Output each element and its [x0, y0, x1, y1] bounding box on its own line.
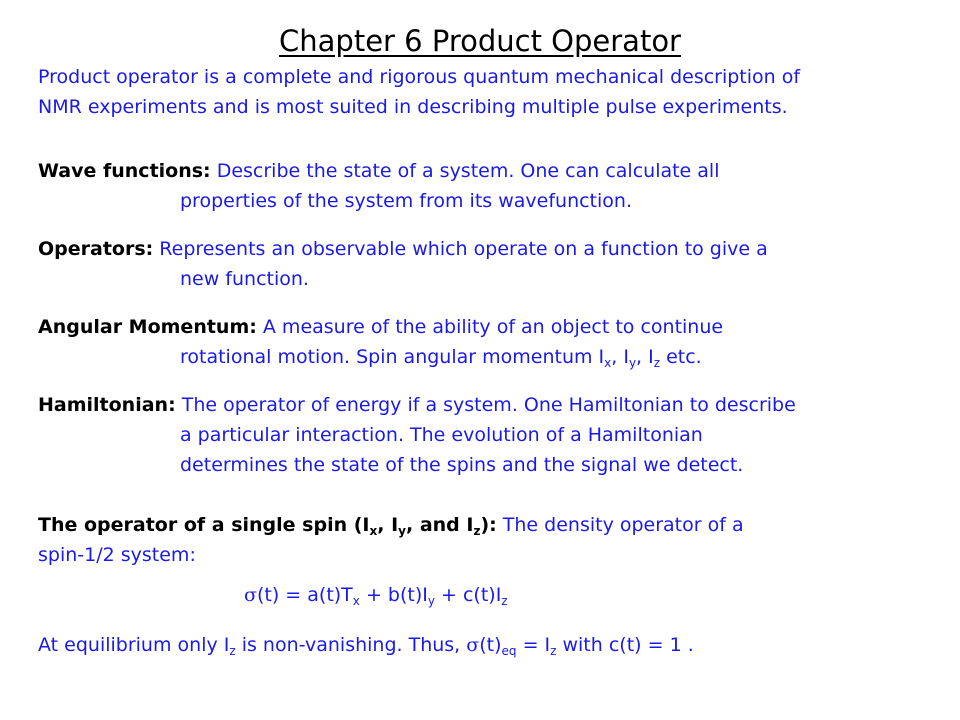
subscript-x: x [369, 524, 378, 538]
single-spin-term-text: ): [480, 514, 497, 536]
equilibrium-text: = I [516, 634, 551, 656]
single-spin-paragraph [38, 510, 744, 570]
operators-line-2: new function. [180, 268, 309, 290]
equation-part: + c(t)I [434, 584, 502, 606]
title-text: Chapter 6 Product Operator [279, 24, 681, 58]
operators-term: Operators: [38, 238, 154, 260]
hamiltonian-term: Hamiltonian: [38, 394, 176, 416]
intro-line-2: NMR experiments and is most suited in describing multiple pulse experiments. [38, 96, 788, 118]
single-spin-term-text: , and I [405, 514, 474, 536]
single-spin-term [38, 514, 497, 536]
subscript-x: x [352, 594, 360, 608]
angular-sep: , I [611, 346, 629, 368]
equation-part: (t) = a(t)T [256, 584, 353, 606]
operators-line-1: Represents an observable which operate on a function to give a [153, 238, 768, 260]
angular-momentum-line-2 [38, 342, 723, 372]
operators-paragraph [38, 234, 768, 294]
subscript-y: y [628, 356, 637, 370]
wave-functions-term: Wave functions: [38, 160, 211, 182]
subscript-eq: eq [501, 644, 517, 658]
equilibrium-text: is non-vanishing. Thus, [235, 634, 467, 656]
slide-title [0, 24, 960, 58]
subscript-z: z [550, 644, 557, 658]
equation-part: + b(t)I [359, 584, 428, 606]
hamiltonian-line-3: determines the state of the spins and the signal we detect. [180, 454, 744, 476]
subscript-x: x [604, 356, 612, 370]
angular-sep: , I [636, 346, 654, 368]
equilibrium-line [38, 630, 694, 660]
angular-suffix: etc. [660, 346, 702, 368]
intro-line-1: Product operator is a complete and rigorous quantum mechanical description of [38, 66, 801, 88]
equilibrium-text: with c(t) = 1 . [556, 634, 694, 656]
subscript-z: z [501, 594, 508, 608]
equilibrium-text: At equilibrium only I [38, 634, 230, 656]
subscript-z: z [229, 644, 236, 658]
equilibrium-text: (t) [479, 634, 502, 656]
hamiltonian-paragraph [38, 390, 796, 480]
single-spin-term-text: , I [377, 514, 399, 536]
hamiltonian-line-2: a particular interaction. The evolution of a Hamiltonian [180, 424, 703, 446]
subscript-z: z [473, 524, 481, 538]
sigma-symbol: σ [466, 634, 480, 656]
angular-momentum-line-1: A measure of the ability of an object to continue [256, 316, 724, 338]
wave-functions-paragraph [38, 156, 720, 216]
wave-functions-line-2: properties of the system from its wavefunction. [180, 190, 632, 212]
sigma-symbol: σ [244, 584, 257, 606]
hamiltonian-line-1: The operator of energy if a system. One Hamiltonian to describe [175, 394, 796, 416]
density-operator-equation [244, 580, 508, 610]
angular-momentum-paragraph [38, 312, 723, 372]
subscript-z: z [653, 356, 661, 370]
subscript-y: y [398, 524, 406, 538]
subscript-y: y [427, 594, 435, 608]
intro-paragraph [38, 62, 800, 122]
wave-functions-line-1: Describe the state of a system. One can calculate all [210, 160, 720, 182]
single-spin-line-2: spin-1/2 system: [38, 544, 196, 566]
single-spin-line-1: The density operator of a [496, 514, 744, 536]
angular-momentum-term: Angular Momentum: [38, 316, 257, 338]
single-spin-term-text: The operator of a single spin (I [38, 514, 370, 536]
angular-text: rotational motion. Spin angular momentum I [180, 346, 605, 368]
